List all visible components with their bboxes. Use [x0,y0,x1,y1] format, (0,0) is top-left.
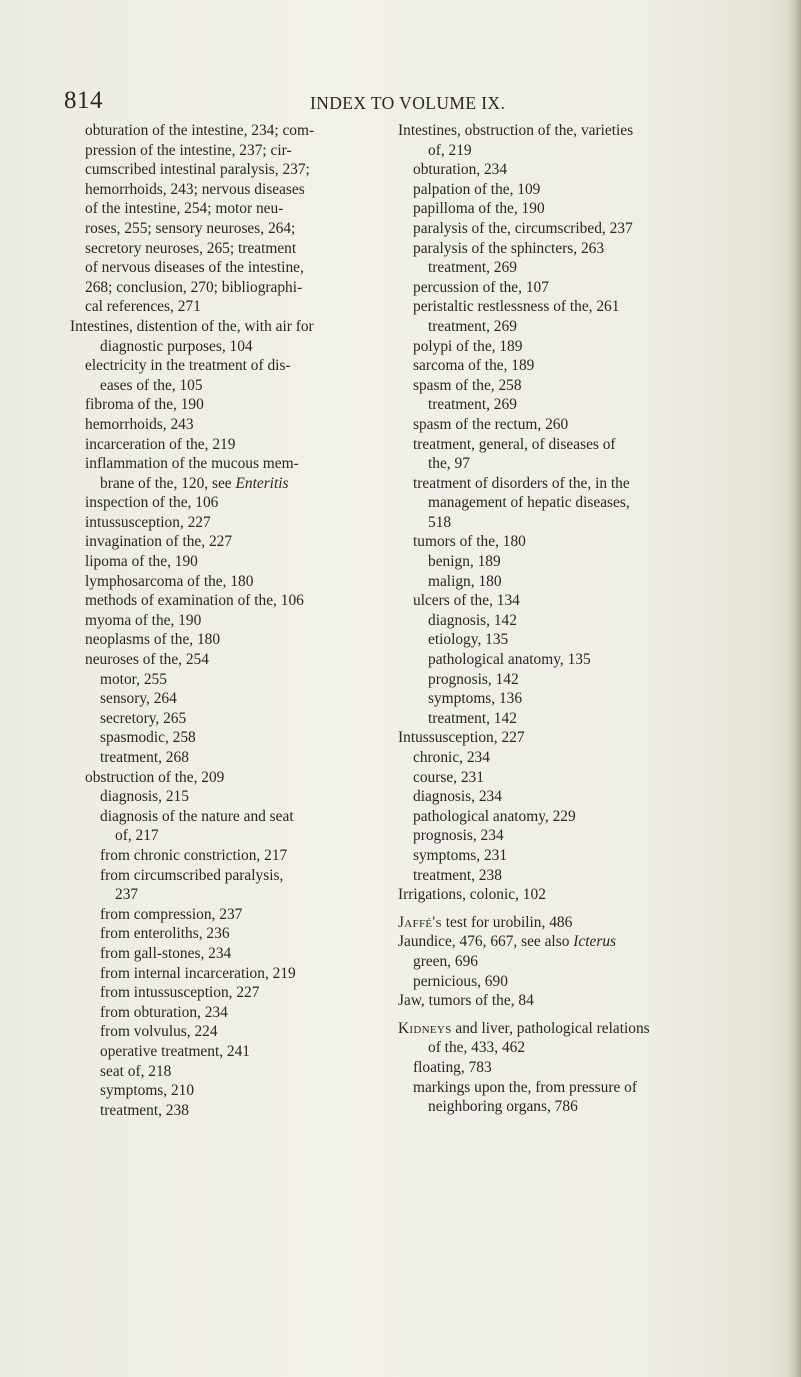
index-line: pathological anatomy, 229 [413,807,576,825]
index-line: spasmodic, 258 [100,729,196,747]
headword: Kidneys [398,1019,452,1037]
index-heading: Jaw, tumors of the, 84 [398,992,534,1010]
index-line: treatment, 268 [100,749,189,766]
index-line: myoma of the, 190 [85,611,202,629]
index-line: treatment, 238 [100,1101,189,1119]
index-line: polypi of the, 189 [413,337,523,355]
index-line: palpation of the, 109 [413,180,541,198]
index-line-text: and liver, pathological relations [455,1019,650,1037]
index-line: intussusception, 227 [85,513,211,531]
index-line: pression of the intestine, 237; cir- [85,141,292,159]
index-line: hemorrhoids, 243 [85,415,194,433]
index-line: neighboring organs, 786 [428,1098,578,1116]
index-line: secretory, 265 [100,709,187,727]
index-line: obturation of the intestine, 234; com- [85,122,315,139]
index-line: peristaltic restlessness of the, 261 [413,298,620,316]
index-line: 268; conclusion, 270; bibliographi- [85,278,303,296]
index-line: treatment, general, of diseases of [413,435,616,453]
index-line: cumscribed intestinal paralysis, 237; [85,161,310,179]
index-line: papilloma of the, 190 [413,200,545,218]
index-line: hemorrhoids, 243; nervous diseases [85,180,305,198]
index-line: prognosis, 142 [428,670,519,688]
index-line: obturation, 234 [413,161,508,179]
index-line: symptoms, 231 [413,846,508,864]
index-line: pathological anatomy, 135 [428,651,591,669]
index-line: markings upon the, from pressure of [413,1078,637,1096]
index-line: neoplasms of the, 180 [85,631,221,649]
index-line: spasm of the rectum, 260 [413,415,569,433]
index-line: invagination of the, 227 [85,533,233,551]
index-line: etiology, 135 [428,631,509,649]
index-line: from circumscribed paralysis, [100,866,284,884]
index-heading: Intestines, obstruction of the, varieties [398,122,634,139]
index-line: fibroma of the, 190 [85,396,204,414]
index-line: of nervous diseases of the intestine, [85,259,304,277]
index-line: operative treatment, 241 [100,1042,250,1060]
index-line: inspection of the, 106 [85,494,219,512]
index-line: lipoma of the, 190 [85,553,198,571]
index-line: methods of examination of the, 106 [85,592,304,610]
index-line: from intussusception, 227 [100,984,260,1002]
index-line: percussion of the, 107 [413,278,549,296]
index-line: treatment, 269 [428,317,517,335]
index-line: obstruction of the, 209 [85,768,225,786]
index-line: from chronic constriction, 217 [100,846,288,864]
index-line: benign, 189 [428,553,501,571]
index-line: treatment of disorders of the, in the [413,474,630,492]
cross-reference: Enteritis [235,474,289,492]
index-heading: Intussusception, 227 [398,729,525,747]
index-line: the, 97 [428,455,470,473]
index-line: eases of the, 105 [100,376,203,394]
index-line: neuroses of the, 254 [85,651,209,669]
page-edge-shadow [787,0,801,1377]
index-line: of the intestine, 254; motor neu- [85,200,284,218]
running-head: INDEX TO VOLUME IX. [310,93,506,113]
headword: Jaffé's [398,913,442,931]
index-line: from enteroliths, 236 [100,925,230,943]
index-line [70,474,398,494]
index-line: roses, 255; sensory neuroses, 264; [85,219,296,237]
index-line: pernicious, 690 [413,972,508,990]
index-line: from compression, 237 [100,905,243,923]
index-heading [398,1019,743,1039]
index-line: of, 217 [115,827,159,845]
index-line: motor, 255 [100,670,167,688]
index-line: paralysis of the sphincters, 263 [413,239,605,257]
index-line: seat of, 218 [100,1062,172,1080]
index-line: management of hepatic diseases, [428,494,630,512]
index-line: symptoms, 136 [428,690,523,708]
index-line: treatment, 269 [428,259,517,277]
cross-reference: Icterus [573,933,617,951]
index-line: treatment, 238 [413,866,502,884]
index-line: sarcoma of the, 189 [413,357,535,375]
index-line: diagnosis of the nature and seat [100,807,294,825]
index-line: 237 [115,886,139,904]
index-line: from gall-stones, 234 [100,944,232,962]
index-line: symptoms, 210 [100,1082,195,1100]
index-line-text: brane of the, 120, see [100,474,232,492]
index-line: 518 [428,513,452,531]
index-line: paralysis of the, circumscribed, 237 [413,219,633,237]
index-line: from internal incarceration, 219 [100,964,296,982]
index-line: diagnosis, 215 [100,788,189,806]
index-line: floating, 783 [413,1058,492,1076]
index-line: incarceration of the, 219 [85,435,236,453]
index-line: electricity in the treatment of dis- [85,357,291,375]
index-line: diagnosis, 234 [413,788,502,806]
index-column-right [398,121,743,1117]
index-line: of, 219 [428,141,472,159]
index-line: from volvulus, 224 [100,1023,218,1041]
index-line: course, 231 [413,768,484,786]
index-column-left [70,121,398,1120]
index-line-text: test for urobilin, 486 [445,913,573,931]
index-line: secretory neuroses, 265; treatment [85,239,297,257]
index-line: chronic, 234 [413,749,490,766]
index-line: inflammation of the mucous mem- [85,455,299,473]
index-heading: Irrigations, colonic, 102 [398,886,546,904]
index-line: spasm of the, 258 [413,376,522,394]
index-line: prognosis, 234 [413,827,504,845]
index-heading [398,932,743,952]
index-line: lymphosarcoma of the, 180 [85,572,254,590]
index-line: diagnosis, 142 [428,611,517,629]
index-line: green, 696 [413,952,478,970]
index-line-text: Jaundice, 476, 667, see also [398,933,570,951]
index-line: ulcers of the, 134 [413,592,520,610]
index-heading: Intestines, distention of the, with air for [70,317,314,335]
index-line: treatment, 269 [428,396,517,414]
index-line: cal references, 271 [85,298,201,316]
index-line: diagnostic purposes, 104 [100,337,253,355]
index-line: treatment, 142 [428,709,517,727]
index-line: tumors of the, 180 [413,533,526,551]
index-line: from obturation, 234 [100,1003,228,1021]
index-heading [398,913,743,933]
index-line: of the, 433, 462 [428,1039,526,1057]
index-line: sensory, 264 [100,690,177,708]
page-number: 814 [64,87,103,114]
index-line: malign, 180 [428,572,502,590]
